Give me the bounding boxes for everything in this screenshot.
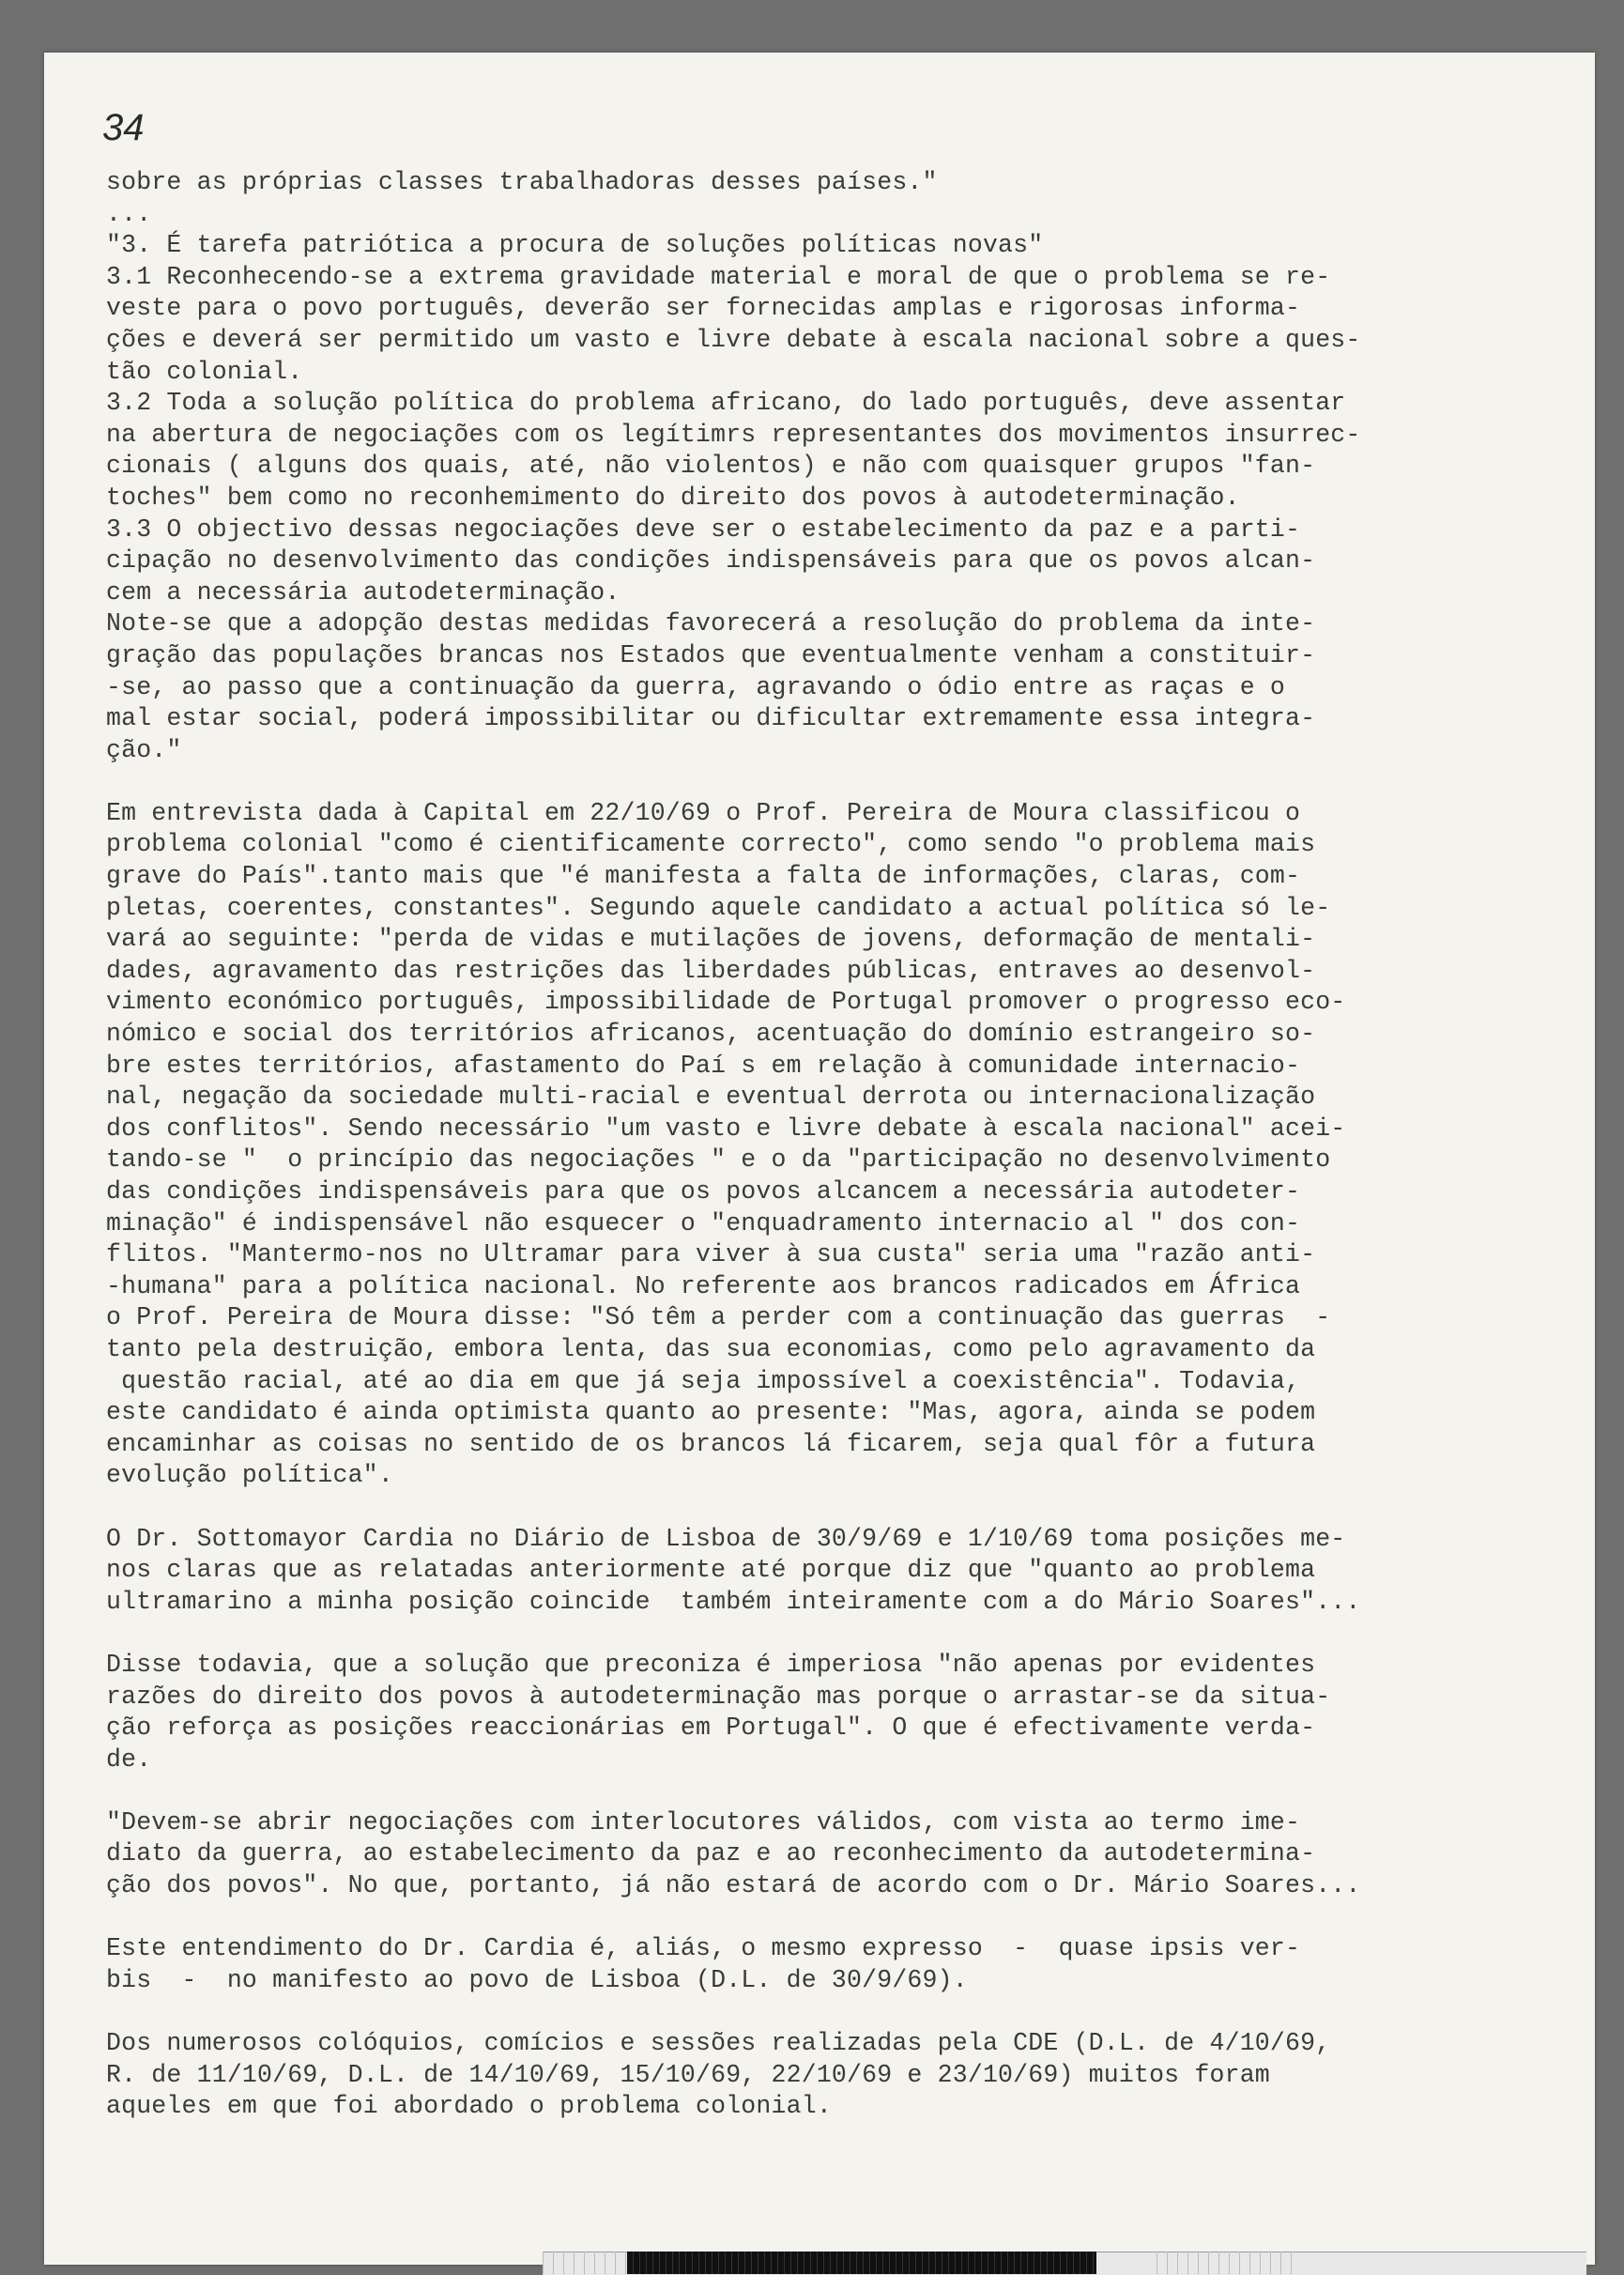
text-line: 3.1 Reconhecendo-se a extrema gravidade material e moral de que o problema se re- [106,262,1331,291]
text-line: Dos numerosos colóquios, comícios e sessões realizadas pela CDE (D.L. de 4/10/69, [106,2029,1331,2058]
paragraph-gap [106,1775,1533,1807]
text-line: cionais ( alguns dos quais, até, não violentos) e não com quaisquer grupos "fan- [106,452,1316,481]
text-line: ... [106,199,152,228]
text-line: vará ao seguinte: "perda de vidas e mutilações de jovens, deformação de mentali- [106,925,1316,954]
text-line: ção reforça as posições reaccionárias em Portugal". O que é efectivamente verda- [106,1714,1316,1743]
text-line: "Devem-se abrir negociações com interlocutores válidos, com vista ao termo ime- [106,1807,1301,1837]
text-line: problema colonial "como é cientificamente correcto", como sendo "o problema mais [106,830,1316,859]
document-body [106,167,1533,2123]
text-line: na abertura de negociações com os legítimrs representantes dos movimentos insurrec- [106,420,1361,449]
paragraph-gap [106,1618,1533,1650]
text-line: este candidato é ainda optimista quanto ao presente: "Mas, agora, ainda se podem [106,1398,1316,1427]
text-line: O Dr. Sottomayor Cardia no Diário de Lisboa de 30/9/69 e 1/10/69 toma posições me- [106,1524,1346,1553]
text-line: encaminhar as coisas no sentido de os brancos lá ficarem, seja qual fôr a futura [106,1429,1316,1458]
text-line: veste para o povo português, deverão ser fornecidas amplas e rigorosas informa- [106,294,1301,323]
text-line: ção dos povos". No que, portanto, já não estará de acordo com o Dr. Mário Soares... [106,1871,1361,1900]
text-line: Note-se que a adopção destas medidas favorecerá a resolução do problema da inte- [106,609,1316,638]
scan-ruler-ticks-right [1157,2252,1297,2274]
document-page [44,53,1595,2265]
text-line: Este entendimento do Dr. Cardia é, aliás, o mesmo expresso - quase ipsis ver- [106,1934,1301,1963]
text-line: pletas, coerentes, constantes". Segundo aquele candidato a actual política só le- [106,893,1331,922]
text-line: das condições indispensáveis para que os povos alcancem a necessária autodeter- [106,1177,1301,1206]
text-line: aqueles em que foi abordado o problema colonial. [106,2092,832,2121]
text-line: tanto pela destruição, embora lenta, das sua economias, como pelo agravamento da [106,1334,1316,1363]
text-line: bre estes territórios, afastamento do Paí s em relação à comunidade internacio- [106,1051,1301,1080]
text-line: o Prof. Pereira de Moura disse: "Só têm a perder com a continuação das guerras - [106,1303,1331,1332]
text-line: mal estar social, poderá impossibilitar ou dificultar extremamente essa integra- [106,704,1316,733]
text-line: evolução política". [106,1461,393,1490]
page-number: 34 [102,107,145,148]
paragraph-gap [106,1902,1533,1934]
text-line: 3.2 Toda a solução política do problema africano, do lado português, deve assentar [106,389,1346,418]
text-line: Em entrevista dada à Capital em 22/10/69 o Prof. Pereira de Moura classificou o [106,798,1301,827]
text-line: cem a necessária autodeterminação. [106,577,620,607]
text-line: questão racial, até ao dia em que já seja impossível a coexistência". Todavia, [106,1366,1301,1395]
text-line: dades, agravamento das restrições das liberdades públicas, entraves ao desenvol- [106,956,1316,985]
paragraph-gap [106,766,1533,798]
text-line: nal, negação da sociedade multi-racial e eventual derrota ou internacionalização [106,1083,1316,1112]
text-line: cipação no desenvolvimento das condições indispensáveis para que os povos alcan- [106,546,1316,576]
text-line: razões do direito dos povos à autodeterminação mas porque o arrastar-se da situa- [106,1682,1331,1711]
text-line: -humana" para a política nacional. No referente aos brancos radicados em África [106,1271,1301,1300]
text-line: ções e deverá ser permitido um vasto e livre debate à escala nacional sobre a ques- [106,325,1361,354]
text-line: diato da guerra, ao estabelecimento da paz e ao reconhecimento da autodetermina- [106,1839,1316,1868]
text-line: ultramarino a minha posição coincide também inteiramente com a do Mário Soares"... [106,1587,1361,1616]
text-line: Disse todavia, que a solução que preconiza é imperiosa "não apenas por evidentes [106,1650,1316,1679]
text-line: toches" bem como no reconhemimento do direito dos povos à autodeterminação. [106,483,1240,512]
text-line: nómico e social dos territórios africanos, acentuação do domínio estrangeiro so- [106,1020,1316,1049]
text-line: gração das populações brancas nos Estados que eventualmente venham a constituir- [106,640,1316,669]
text-line: sobre as próprias classes trabalhadoras desses países." [106,168,938,196]
text-line: dos conflitos". Sendo necessário "um vasto e livre debate à escala nacional" acei- [106,1114,1346,1143]
text-line: tão colonial. [106,357,303,386]
text-line: ção." [106,735,182,764]
text-line: vimento económico português, impossibilidade de Portugal promover o progresso eco- [106,988,1346,1017]
text-line: flitos. "Mantermo-nos no Ultramar para viver à sua custa" seria uma "razão anti- [106,1240,1316,1269]
text-line: -se, ao passo que a continuação da guerra, agravando o ódio entre as raças e o [106,672,1286,701]
text-line: 3.3 O objectivo dessas negociações deve ser o estabelecimento da paz e a parti- [106,515,1301,544]
text-line: nos claras que as relatadas anteriormente até porque diz que "quanto ao problema [106,1556,1316,1585]
scan-ruler-dark-segment [627,2252,1096,2274]
text-line: "3. É tarefa patriótica a procura de soluções políticas novas" [106,231,1044,260]
text-line: de. [106,1745,152,1774]
text-line: R. de 11/10/69, D.L. de 14/10/69, 15/10/69, 22/10/69 e 23/10/69) muitos foram [106,2060,1270,2089]
text-line: minação" é indispensável não esquecer o "enquadramento internacio al " dos con- [106,1208,1301,1237]
paragraph-gap [106,1492,1533,1524]
text-line: tando-se " o princípio das negociações " e o da "participação no desenvolvimento [106,1145,1331,1175]
paragraph-gap [106,1996,1533,2028]
text-line: bis - no manifesto ao povo de Lisboa (D.L. de 30/9/69). [106,1965,968,1994]
text-line: grave do País".tanto mais que "é manifesta a falta de informações, claras, com- [106,862,1301,891]
